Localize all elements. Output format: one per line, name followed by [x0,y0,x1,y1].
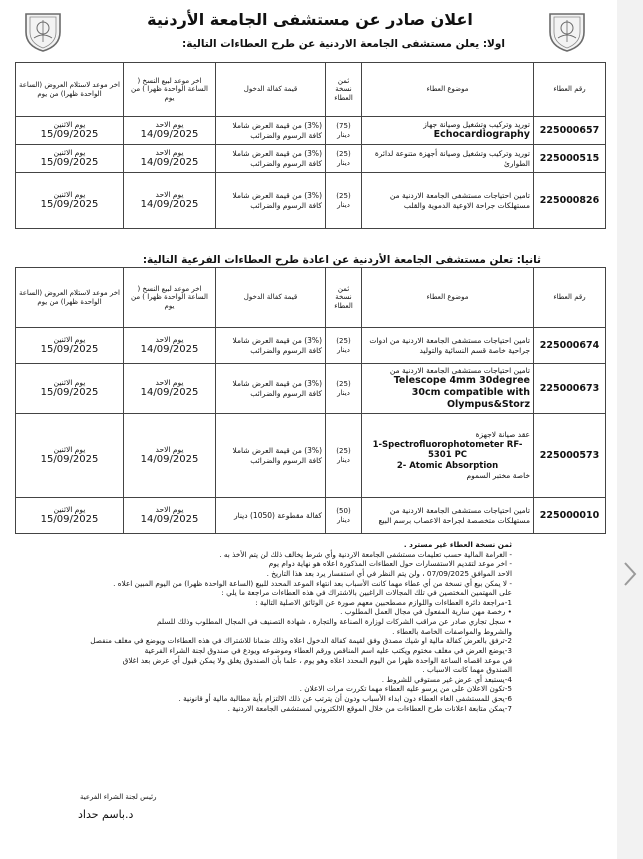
retender-table [15,267,606,534]
note-line: • رخصة مهن سارية المفعول في مجال العمل المطلوب . [340,607,512,617]
note-line: الاحد الموافق 07/09/2025 ، ولن يتم النظر في أي استفسار يرد بعد هذا التاريخ . [266,568,512,578]
copy-price: (50) دينار [326,498,362,534]
submit-deadline: يوم الاثنين 15/09/2025 [16,117,124,145]
tender-number: 225000674 [534,328,606,364]
note-line: • سجل تجاري صادر عن مراقب الشركات لوزارة الصناعة والتجارة ، شهادة التصنيف في المجال المطلوب وذلك للسلم [157,617,512,626]
header-tender-no: رقم العطاء [534,268,606,328]
header-subject: موضوع العطاء [362,63,534,117]
entry-guarantee: كفالة مقطوعة (1050) دينار [216,498,326,534]
tender-number: 225000573 [534,414,606,498]
note-line: - لا يمكن بيع أي نسخة من أي عطاء مهما كانت الأسباب بعد انتهاء الموعد المحدد للبيع (الساعة الواحدة ظهرا) من اليوم المبين اعلاه . [113,578,512,588]
copy-price: (25) دينار [326,145,362,173]
header-last-submit: اخر موعد لاستلام العروض (الساعة الواحدة ظهرا) من يوم [16,63,124,117]
table-header-row [16,268,606,328]
entry-guarantee: (3%) من قيمة العرض شاملا كافة الرسوم والضرائب [216,173,326,229]
header-last-sale: اخر موعد لبيع النسخ ( الساعة الواحدة ظهرا ) من يوم [124,268,216,328]
tenders-table [15,62,606,229]
note-line: ثمن نسخة العطاء غير مسترد . [403,540,512,549]
tender-subject: تامين احتياجات مستشفى الجامعة الاردنية من مستهلكات متخصصة لجراحة الاعصاب برسم البيع [362,498,534,534]
copy-price: (75) دينار [326,117,362,145]
sale-deadline: يوم الاحد 14/09/2025 [124,364,216,414]
viewer-margin [617,0,643,859]
note-line: والشروط والمواصفات الخاصة بالعطاء . [392,626,512,636]
sale-deadline: يوم الاحد 14/09/2025 [124,414,216,498]
note-line: على المهتمين المختصين في تلك المجالات الراغبين بالاشتراك في هذه العطاءات مراجعة ما يلي : [221,588,512,598]
note-line: - اخر موعد لتقديم الاستفسارات حول العطاءات المذكورة اعلاه هو نهاية دوام يوم [268,559,512,569]
copy-price: (25) دينار [326,173,362,229]
tender-number: 225000515 [534,145,606,173]
sale-deadline: يوم الاحد 14/09/2025 [124,117,216,145]
submit-deadline: يوم الاثنين 15/09/2025 [16,145,124,173]
submit-deadline: يوم الاثنين 15/09/2025 [16,414,124,498]
note-line: 6-يحق للمستشفى الغاء العطاء دون ابداء الأسباب ودون أن يترتب عن ذلك الالتزام بأية مطالبة مالية أو قانونية . [178,694,512,703]
tender-subject: تامين احتياجات مستشفى الجامعة الاردنية من مستهلكات جراحة الاوعية الدموية والقلب [362,173,534,229]
section2-heading: ثانيا: تعلن مستشفى الجامعة الأردنية عن اعادة طرح العطاءات الفرعية التالية: [142,254,541,266]
copy-price: (25) دينار [326,328,362,364]
table-header-row [16,63,606,117]
entry-guarantee: (3%) من قيمة العرض شاملا كافة الرسوم والضرائب [216,364,326,414]
entry-guarantee: (3%) من قيمة العرض شاملا كافة الرسوم والضرائب [216,117,326,145]
sale-deadline: يوم الاحد 14/09/2025 [124,328,216,364]
note-line: - الغرامة المالية حسب تعليمات مستشفى الجامعة الاردنية وأي شرط يخالف ذلك لن يتم الأخذ به . [219,549,512,559]
header-last-sale: اخر موعد لبيع النسخ ( الساعة الواحدة ظهرا ) من يوم [124,63,216,117]
sale-deadline: يوم الاحد 14/09/2025 [124,173,216,229]
submit-deadline: يوم الاثنين 15/09/2025 [16,328,124,364]
sale-deadline: يوم الاحد 14/09/2025 [124,145,216,173]
table-row [16,414,606,498]
conditions-notes [42,540,512,713]
table-row [16,173,606,229]
header-guarantee: قيمة كفالة الدخول [216,268,326,328]
university-seal-icon [544,8,590,54]
tender-number: 225000010 [534,498,606,534]
table-row [16,117,606,145]
header-guarantee: قيمة كفالة الدخول [216,63,326,117]
submit-deadline: يوم الاثنين 15/09/2025 [16,364,124,414]
tender-number: 225000826 [534,173,606,229]
copy-price: (25) دينار [326,414,362,498]
note-line: 4-يستبعد أي عرض غير مستوفي للشروط . [381,674,512,684]
tender-subject: تامين احتياجات مستشفى الجامعة الاردنية من ادوات جراحية خاصة قسم النسائية والتوليد [362,328,534,364]
note-line: في موعد اقصاه الساعة الواحدة ظهرا من اليوم المحدد اعلاه وهو يوم ، علما بأن الصندوق يغلق ولا يمكن قبول أي عرض بعد اغلاق [122,655,512,665]
header-copy-price: ثمن نسخة العطاء [326,63,362,117]
tender-subject: توريد وتركيب وتشغيل وصيانة جهاز Echocardiography [362,117,534,145]
note-line: 3-يوضع العرض في مغلف مختوم ويكتب عليه اسم المناقص ورقم العطاء وموضوعه ويودع في صندوق لجنة الشراء الفرعية [144,645,512,655]
header-last-submit: اخر موعد لاستلام العروض (الساعة الواحدة ظهرا) من يوم [16,268,124,328]
note-line: 7-يمكن متابعة اعلانات طرح العطاءات من خلال الموقع الالكتروني لمستشفى الجامعة الاردنية . [227,703,512,713]
table-row [16,364,606,414]
sale-deadline: يوم الاحد 14/09/2025 [124,498,216,534]
table-row [16,145,606,173]
header-copy-price: ثمن نسخة العطاء [326,268,362,328]
note-line: 5-تكون الاعلان على من يرسو عليه العطاء مهما تكررت مرات الاعلان . [299,684,512,694]
tender-number: 225000673 [534,364,606,414]
tender-subject: توريد وتركيب وتشغيل وصيانة أجهزة متنوعة لدائرة الطوارئ [362,145,534,173]
page-title: اعلان صادر عن مستشفى الجامعة الأردنية [147,10,473,29]
submit-deadline: يوم الاثنين 15/09/2025 [16,173,124,229]
header-tender-no: رقم العطاء [534,63,606,117]
copy-price: (25) دينار [326,364,362,414]
section1-heading: اولا: يعلن مستشفى الجامعة الاردنية عن طرح العطاءات التالية: [182,38,505,50]
entry-guarantee: (3%) من قيمة العرض شاملا كافة الرسوم والضرائب [216,145,326,173]
entry-guarantee: (3%) من قيمة العرض شاملا كافة الرسوم والضرائب [216,414,326,498]
header-subject: موضوع العطاء [362,268,534,328]
note-line: 2-ترفق بالعرض كفالة مالية او شيك مصدق وفق لقيمة كفالة الدخول اعلاه وذلك ضمانا للاشتراك في هذه العطاءات ويوضع في مغلف منفصل [90,636,512,646]
signature-name: د.باسم حداد [78,808,134,821]
chevron-right-icon[interactable] [621,560,639,588]
hospital-seal-icon [20,8,66,54]
note-line: الصندوق مهما كانت الاسباب . [422,665,512,675]
signature-role: رئيس لجنة الشراء الفرعية [80,793,157,801]
table-row [16,328,606,364]
tender-subject: عقد صيانة لاجهزة 1-Spectrofluorophotometer RF-5301 PC 2- Atomic Absorption خاصة مختبر السموم [362,414,534,498]
note-line: 1-مراجعة دائرة العطاءات واللوازم مصطحبين معهم صورة عن الوثائق الاصلية التالية : [255,597,512,607]
entry-guarantee: (3%) من قيمة العرض شاملا كافة الرسوم والضرائب [216,328,326,364]
tender-subject: تامين احتياجات مستشفى الجامعة الاردنية من Telescope 4mm 30degree 30cm compatible with Olympus&Storz [362,364,534,414]
table-row [16,498,606,534]
submit-deadline: يوم الاثنين 15/09/2025 [16,498,124,534]
tender-number: 225000657 [534,117,606,145]
